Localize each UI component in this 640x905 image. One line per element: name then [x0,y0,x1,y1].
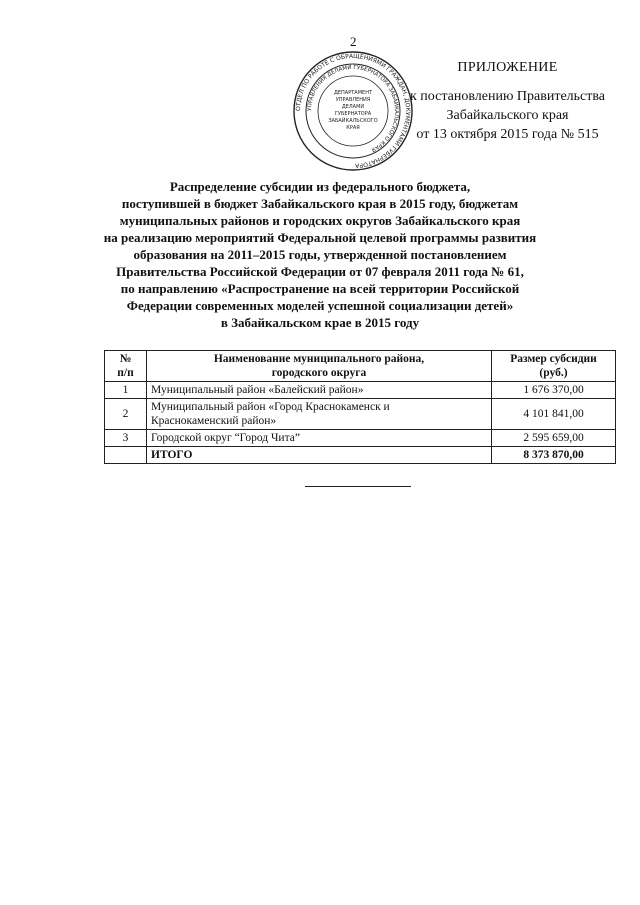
seal-center-text [328,90,377,131]
heading-line: Федерации современных моделей успешной социализации детей» [126,298,514,313]
subsidy-table [104,350,616,464]
svg-text:ДЕЛАМИ: ДЕЛАМИ [341,104,365,110]
header-number: № п/п [105,351,147,382]
row-amount: 1 676 370,00 [492,382,616,399]
table-header-row [105,351,616,382]
table-row [105,382,616,399]
table-row [105,399,616,430]
total-row [105,447,616,464]
row-name: Городской округ “Город Чита” [147,430,492,447]
closing-rule [305,486,411,487]
svg-text:КРАЯ: КРАЯ [346,125,360,131]
row-amount: 2 595 659,00 [492,430,616,447]
appendix-line-2: Забайкальского края [446,108,569,123]
svg-text:УПРАВЛЕНИЯ: УПРАВЛЕНИЯ [335,97,371,103]
heading-line: по направлению «Распространение на всей территории Российской [120,281,520,296]
svg-text:ДЕПАРТАМЕНТ: ДЕПАРТАМЕНТ [333,90,373,96]
header-amount: Размер субсидии (руб.) [492,351,616,382]
heading-line: Правительства Российской Федерации от 07 февраля 2011 года № 61, [116,264,524,279]
appendix-line-1: к постановлению Правительства [409,89,606,104]
row-number: 2 [105,399,147,430]
row-amount: 4 101 841,00 [492,399,616,430]
seal-outer-text: ОТДЕЛ ПО РАБОТЕ С ОБРАЩЕНИЯМИ ГРАЖДАН, ДОКУМЕНТАМИ ГУБЕРНАТОРА [294,52,412,169]
heading-line: образования на 2011–2015 годы, утвержденной постановлением [133,247,507,262]
appendix-block [400,58,615,144]
page-number: 2 [350,34,357,49]
row-name: Муниципальный район «Город Краснокаменск и Краснокаменский район» [147,399,492,430]
heading-line: на реализацию мероприятий Федеральной целевой программы развития [103,230,537,245]
heading-line: Распределение субсидии из федерального бюджета, [169,179,471,194]
total-amount: 8 373 870,00 [492,447,616,464]
appendix-title: ПРИЛОЖЕНИЕ [457,60,558,75]
heading-line: муниципальных районов и городских округов Забайкальского края [119,213,521,228]
document-heading [100,178,540,331]
row-number: 1 [105,382,147,399]
total-number [105,447,147,464]
svg-text:ЗАБАЙКАЛЬСКОГО: ЗАБАЙКАЛЬСКОГО [328,118,378,124]
official-seal [292,50,414,172]
svg-text:ГУБЕРНАТОРА: ГУБЕРНАТОРА [334,111,372,117]
header-name: Наименование муниципального района, городского округа [147,351,492,382]
total-label: ИТОГО [147,447,492,464]
row-number: 3 [105,430,147,447]
heading-line: поступившей в бюджет Забайкальского края в 2015 году, бюджетам [121,196,519,211]
heading-line: в Забайкальском крае в 2015 году [220,315,420,330]
row-name: Муниципальный район «Балейский район» [147,382,492,399]
seal-inner-text: УПРАВЛЕНИЯ ДЕЛАМИ ГУБЕРНАТОРА ЗАБАЙКАЛЬСКОГО КРАЯ [306,64,400,153]
appendix-line-3: от 13 октября 2015 года № 515 [416,127,599,142]
table-row [105,430,616,447]
